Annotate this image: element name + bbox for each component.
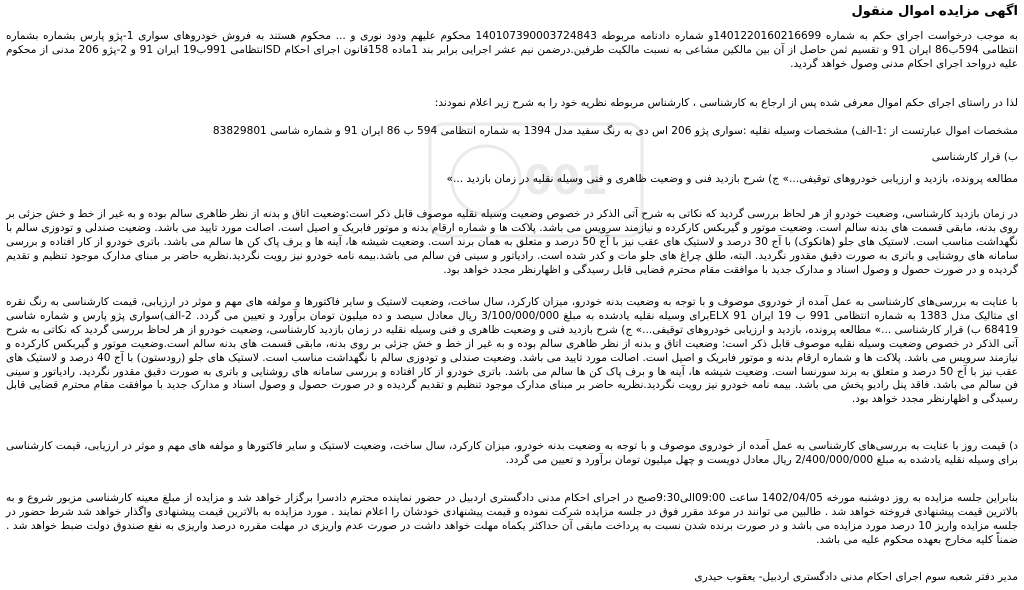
paragraph-vehicle-1-specs: مشخصات اموال عبارتست از :1-الف) مشخصات وسیله نقلیه :سواری پژو 206 اس دی به رنگ سفید مدل 1394 به شماره انتظامی 594 ب 86 ایران 91 و شماره شاسی 83829801 bbox=[212, 125, 1018, 137]
paragraph-inspection-scope: مطالعه پرونده، بازدید و ارزیابی خودروهای توقیفی...» ج) شرح بازدید فنی و وضعیت ظاهری و فنی وسیله نقلیه در زمان بازدید ...» bbox=[446, 173, 1018, 185]
paragraph-vehicle-1-inspection: در زمان بازدید کارشناسی، وضعیت خودرو از هر لحاظ بررسی گردید که نکاتی به شرح آتی الذکر در خصوص وضعیت وسیله نقلیه موصوف قابل ذکر است:وضعیت اتاق و بدنه از نظر ظاهری سالم بوده و به غیر از خط و خش جزئی بر روی بدنه، مابقی قسمت های بدنه سالم است. وضعیت موتور و گیربکس کارکرده و نیازمند سرویس می باشد. پلاکت ها و شماره ارقام بدنه و موتور فابریک و اصیل است. اصالت مورد تایید می باشد. وضعیت صندلی و تودوزی سالم با نگهداشت مناسب است. لاستیک های جلو (هانکوک) با آج 30 درصد و لاستیک های عقب نیز با آج 50 درصد و متعلق به همان برند است. وضعیت شیشه ها، آینه ها و برف پاک کن ها سالم می باشد. باتری خودرو از کار افتاده و بررسی سامانه های روشنایی و باتری به صورت دقیق مقدور نگردید. البته، طلق چراغ های جلو مات و کدر شده است. رادیاتور و سینی فن سالم می باشد.بیمه نامه خودرو نیز رویت نگردید.نظریه حاضر بر مبنای مدارک موجود تنظیم و تقدیم گردیده و در صورت حصول و وصول اسناد و مدارک جدید با موافقت مقام محترم قضایی قابل رسیدگی و اظهارنظر مجدد خواهد بود. bbox=[6, 208, 1018, 276]
paragraph-vehicle-1-valuation-and-vehicle-2-inspection: با عنایت به بررسی‌های کارشناسی به عمل آمده از خودروی موصوف و با توجه به وضعیت بدنه خودرو، میزان کارکرد، سال ساخت، وضعیت لاستیک و سایر فاکتورها و مولفه های مهم و موثر در ارزیابی، قیمت کارشناسی به رنگ نقره ای متالیک مدل 1383 به شماره انتظامی 991 ب 19 ایران 91 ELXبرای وسیله نقلیه یادشده به مبلغ 3/100/000/000 ریال معادل سیصد و ده میلیون تومان برآورد و تعیین می گردد. 2-الف)سواری پژو پارس و شماره شاسی 68419 ب) قرار کارشناسی ...» مطالعه پرونده، بازدید و ارزیابی خودروهای توقیفی...» ج) شرح بازدید فنی و وضعیت ظاهری و فنی وسیله نقلیه در زمان بازدید کارشناسی، وضعیت خودرو از هر لحاظ بررسی گردید که نکاتی به شرح آتی الذکر در خصوص وضعیت وسیله نقلیه موصوف قابل ذکر است: وضعیت اتاق و بدنه از نظر ظاهری سالم بوده و به غیر از خط و خش جزئی بر روی بدنه، مابقی قسمت های بدنه سالم است.وضعیت موتور و گیربکس کارکرده و نیازمند سرویس می باشد. پلاکت ها و شماره ارقام بدنه و موتور فابریک و اصیل است. اصالت مورد تایید می باشد. وضعیت صندلی و تودوزی سالم با نگهداشت مناسب است. لاستیک های جلو (رودستون) با آج 40 درصد و لاستیک های عقب نیز با آج 50 درصد و متعلق به برند سورنسا است. وضعیت شیشه ها، آینه ها و برف پاک کن ها سالم می باشد. باتری خودرو از کار افتاده و بررسی سامانه های روشنایی و باتری به صورت دقیق مقدور نگردید. رادیاتور و سینی فن سالم می باشد. فاقد پنل رادیو پخش می باشد. بیمه نامه خودرو نیز رویت نگردید.نظریه حاضر بر مبنای مدارک موجود تنظیم و تقدیم گردیده و در صورت حصول و وصول اسناد و مدارک جدید با موافقت مقام محترم قضایی قابل رسیدگی و اظهارنظر مجدد خواهد بود. bbox=[6, 296, 1019, 406]
svg-text:001: 001 bbox=[524, 158, 608, 204]
paragraph-court-order: به موجب درخواست اجرای حکم به شماره 1401220160216699و شماره دادنامه مربوطه 140107390003724843 محکوم علیهم ودود نوری و ... محکوم هستند به فروش خودروهای سواری 1-پژو پارس بشماره بشماره انتظامی 594ب86 ایران 91 و تقسیم ثمن حاصل از آن بین مالکین مشاعی به نسبت مالکیت طرفین.درضمن نیم عشر اجرایی برابر بند 1ماده 158قانون اجرای احکام SDانتظامی 991ب19 ایران 91 و 2-پژو 206 مدنی از محکوم علیه درواحد اجرای احکام مدنی وصول خواهد گردید. bbox=[6, 30, 1018, 70]
paragraph-expert-referral: لذا در راستای اجرای حکم اموال معرفی شده پس از ارجاع به کارشناسی ، کارشناس مربوطه نظریه خود را به شرح زیر اعلام نمودند: bbox=[434, 97, 1018, 109]
document-title: اگهی مزایده اموال منقول bbox=[851, 4, 1018, 19]
paragraph-vehicle-2-valuation: د) قیمت روز با عنایت به بررسی‌های کارشناسی به عمل آمده از خودروی موصوف و با توجه به وضعیت بدنه خودرو، میزان کارکرد، سال ساخت، وضعیت لاستیک و سایر فاکتورها و مولفه های مهم و موثر در ارزیابی، قیمت کارشناسی برای وسیله نقلیه یادشده به مبلغ 2/400/000/000 ریال معادل دویست و چهل میلیون تومان برآورد و تعیین می گردد. bbox=[6, 440, 1018, 466]
signature-line: مدیر دفتر شعبه سوم اجرای احکام مدنی دادگستری اردبیل- یعقوب حیدری bbox=[694, 571, 1018, 583]
section-heading-expert-order: ب) قرار کارشناسی bbox=[931, 151, 1018, 163]
auction-notice-document bbox=[6, 0, 1018, 590]
paragraph-auction-session: بنابراین جلسه مزایده به روز دوشنبه مورخه 1402/04/05 ساعت 09:00الی9:30صبح در اجرای احکام مدنی دادگستری اردبیل در حضور نماینده محترم دادسرا برگزار خواهد شد و مزایده از مبلغ معینه کارشناسی مزبور شروع و به بالاترین قیمت پیشنهادی فروخته خواهد شد . طالبین می توانند در موعد مقرر فوق در جلسه مزایده شرکت نموده و قیمت پیشنهادی خودشان را اعلام نمایند . مورد مزایده به بالاترین قیمت پیشنهادی واگذار خواهد شد شرط حضور در جلسه مزایده واریز 10 درصد مورد مزایده می باشد و در صورت برنده شدن نسبت به پرداخت مابقی آن حداکثر یکماه مهلت خواهد داشت در صورت عدم واریزی در مهلت مقرره درصد واریزی به نفع صندوق دولت ضبط خواهد شد . ضمناً کلیه مخارج بعهده محکوم علیه می باشد. bbox=[6, 492, 1019, 546]
